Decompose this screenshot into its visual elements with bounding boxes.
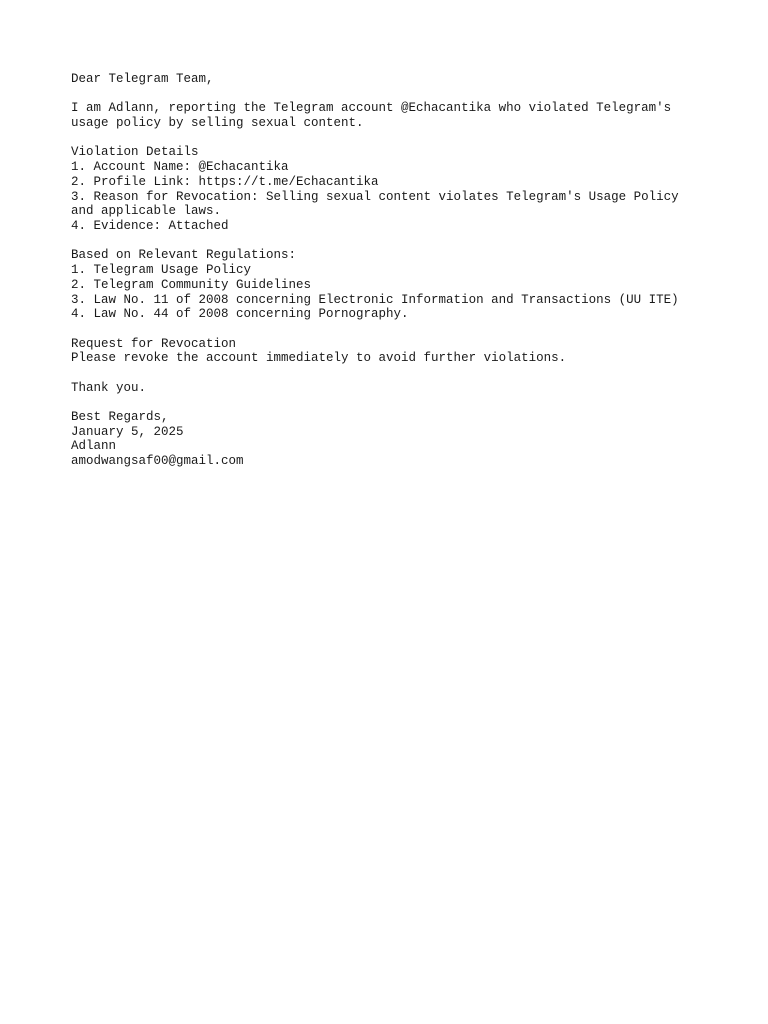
violation-line-2: 2. Profile Link: https://t.me/Echacantika bbox=[71, 174, 379, 189]
greeting: Dear Telegram Team, bbox=[71, 72, 214, 86]
violation-line-5: 4. Evidence: Attached bbox=[71, 219, 229, 233]
intro-line-1: I am Adlann, reporting the Telegram account @Echacantika who violated Telegram's bbox=[71, 101, 672, 116]
closing: Best Regards, bbox=[71, 410, 169, 425]
request-text: Please revoke the account immediately to avoid further violations. bbox=[71, 351, 567, 366]
date: January 5, 2025 bbox=[71, 424, 184, 439]
spacer bbox=[71, 395, 698, 410]
violation-line-1: 1. Account Name: @Echacantika bbox=[71, 160, 289, 175]
spacer bbox=[71, 366, 698, 381]
spacer bbox=[71, 87, 698, 102]
regulations-heading: Based on Relevant Regulations: bbox=[71, 248, 297, 263]
spacer bbox=[71, 131, 698, 146]
violation-heading: Violation Details bbox=[71, 145, 199, 160]
request-heading: Request for Revocation bbox=[71, 336, 237, 351]
regulation-line-1: 1. Telegram Usage Policy bbox=[71, 263, 252, 278]
regulation-line-2: 2. Telegram Community Guidelines bbox=[71, 277, 312, 292]
violation-line-4: and applicable laws. bbox=[71, 204, 222, 219]
signer-email: amodwangsaf00@gmail.com bbox=[71, 454, 244, 469]
regulation-line-3: 3. Law No. 11 of 2008 concerning Electronic Information and Transactions (UU ITE) bbox=[71, 292, 679, 307]
spacer bbox=[71, 322, 698, 337]
intro-line-2: usage policy by selling sexual content. bbox=[71, 116, 364, 131]
violation-line-3: 3. Reason for Revocation: Selling sexual content violates Telegram's Usage Policy bbox=[71, 189, 679, 204]
spacer bbox=[71, 234, 698, 249]
thanks: Thank you. bbox=[71, 380, 147, 395]
signer-name: Adlann bbox=[71, 439, 117, 454]
regulation-line-4: 4. Law No. 44 of 2008 concerning Pornography. bbox=[71, 307, 409, 322]
